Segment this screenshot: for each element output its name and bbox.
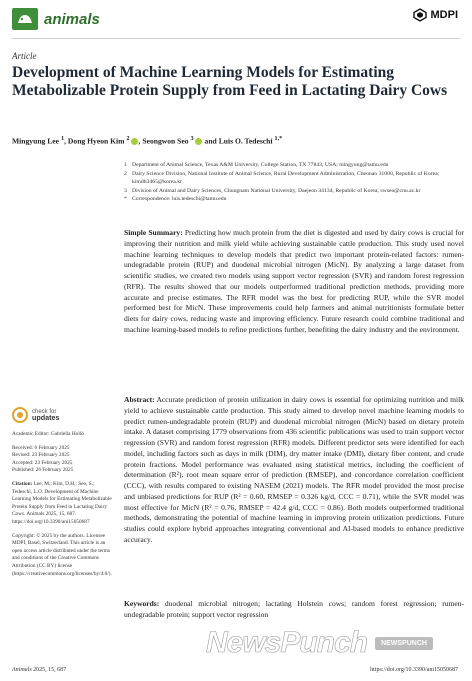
citation-text[interactable]: Lee, M.; Kim, D.H.; Seo, S.; Tedeschi, L.O. Development of Machine Learning Models for Estimating Metabolizable Protein Supply from Feed in Lactating Dairy Cows. Animals 2025, 15, 687. https://doi.org/10.3390/ani15050687 — [12, 480, 112, 525]
journal-logo-icon — [12, 8, 38, 30]
keywords-text: duodenal microbial nitrogen; lactating Holstein cows; random forest regression; rumen-undegradable protein; support vector regression — [124, 599, 464, 619]
abstract-label: Abstract: — [124, 395, 155, 404]
affiliation-text: Division of Animal and Dairy Sciences, Chungnam National University, Daejeon 34134, Republic of Korea; swseo@cnu.ac.kr — [132, 187, 421, 194]
check-for-updates-label — [32, 409, 60, 422]
check-for-updates-icon — [12, 407, 28, 423]
author-name[interactable]: Seongwon Seo — [142, 136, 189, 146]
publisher-logo-text: MDPI — [430, 9, 458, 21]
affiliation-number: 1 — [124, 162, 127, 168]
correspondence-text[interactable]: Correspondence: luis.tedeschi@tamu.edu — [132, 196, 227, 203]
journal-logo[interactable] — [12, 8, 100, 30]
received-date: Received: 6 February 2025 — [12, 444, 70, 451]
watermark — [206, 626, 433, 660]
affiliation-item — [124, 187, 464, 196]
article-title: Development of Machine Learning Models for Estimating Metabolizable Protein Supply from Feed in Lactating Dairy Cows — [12, 64, 448, 99]
journal-logo-text: animals — [44, 10, 100, 28]
simple-summary-label: Simple Summary: — [124, 228, 183, 237]
footer-journal-meta: 2025, 15, 687 — [33, 667, 67, 673]
check-for-updates-line2: updates — [32, 413, 60, 422]
keywords-label: Keywords: — [124, 599, 160, 608]
citation — [12, 481, 112, 527]
author-affiliation-mark: 2 — [126, 135, 130, 142]
header-divider — [12, 38, 460, 39]
footer-doi-link[interactable]: https://doi.org/10.3390/ani15050687 — [370, 667, 458, 673]
simple-summary — [124, 228, 464, 336]
simple-summary-text: Predicting how much protein from the diet is digested and used by dairy cows is crucial for improving their nutrition and milk yield while achieving sustainable cattle production. This study used novel machine learning techniques to develop models that predict two important protein-related factors: rumen-undegradable protein (RUP) and duodenal microbial nitrogen (MicN). By analyzing a large dataset from scientific studies, we created two models using support vector regression (SVR) and random forest regression (RFR). The results showed that our models outperformed traditional prediction methods, providing more accurate and precise estimates. The RFR model was the best for predicting RUP, while the SVR model performed best for MicN. These improvements could help farmers and animal nutritionists formulate better diets for dairy cows, reducing waste and improving efficiency. Future research could combine traditional and machine learning-based models to refine predictions further, benefiting the dairy industry and the environment. — [124, 228, 464, 334]
watermark-badge: NEWSPUNCH — [375, 637, 433, 650]
academic-editor: Academic Editor: Gabriella Holló — [12, 431, 84, 437]
article-type: Article — [12, 51, 37, 61]
accepted-date: Accepted: 23 February 2025 — [12, 459, 73, 466]
author-name[interactable]: Luis O. Tedeschi — [218, 136, 273, 146]
citation-label: Citation: — [12, 480, 33, 487]
affiliation-number: 3 — [124, 187, 127, 194]
affiliation-item — [124, 161, 464, 170]
correspondence-mark: * — [124, 196, 127, 203]
abstract-text: Accurate prediction of protein utilization in dairy cows is essential for optimizing nutrition and milk yield to achieve sustainable cattle production. This study aimed to develop novel machine learning models to predict rumen-undegradable protein (RUP) and duodenal microbial nitrogen (MicN) based on dietary protein intake. A dataset comprising 1779 observations from 436 scientific publications was used to train support vector regression (SVR) and random forest regression (RFR) models. Different predictor sets were identified for each model, including factors such as days in milk (DIM), dry matter intake (DMI), dietary fiber content, and crude protein fractions. Model performance was evaluated using statistical metrics, including the coefficient of determination (R²), root mean square error of prediction (RMSEP), and concordance correlation coefficient (CCC), with results compared to existing NASEM (2021) models. The RFR model provided the most precise and unbiased predictions for RUP (R² = 0.60, RMSEP = 0.326 kg/d, CCC = 0.71), while the SVR model was most effective for MicN (R² = 0.76, RMSEP = 42.4 g/d, CCC = 0.86). Both models outperformed traditional methods, demonstrating the potential of machine learning in improving protein utilization predictions. Future studies could explore hybrid approaches integrating conventional and AI-based models to enhance predictive accuracy. — [124, 395, 464, 544]
orcid-icon[interactable] — [131, 138, 138, 145]
publisher-logo[interactable] — [413, 8, 459, 22]
check-for-updates-line1: check for — [32, 408, 57, 415]
affiliation-number: 2 — [124, 170, 127, 177]
published-date: Published: 26 February 2025 — [12, 467, 74, 474]
author-name[interactable]: Dong Hyeon Kim — [67, 136, 125, 146]
author-separator: and — [202, 136, 219, 146]
author-affiliation-mark: 1 — [60, 135, 65, 142]
check-for-updates-button[interactable] — [12, 407, 60, 423]
author-separator: , — [138, 136, 143, 146]
affiliation-item — [124, 170, 464, 187]
footer-journal-name: Animals — [12, 667, 32, 673]
affiliation-text: Department of Animal Science, Texas A&M University, College Station, TX 77843, USA; mingyung@tamu.edu — [132, 162, 389, 168]
revised-date: Revised: 23 February 2025 — [12, 452, 70, 459]
author-list — [12, 135, 462, 146]
abstract — [124, 395, 464, 546]
author-separator: , — [64, 136, 68, 146]
affiliation-text: Dairy Science Division, National Institute of Animal Science, Rural Development Administration, Cheonan 31000, Republic of Korea; kimdh3465@korea.kr — [132, 170, 440, 186]
keywords — [124, 599, 464, 621]
mdpi-icon — [413, 8, 427, 22]
correspondence — [124, 195, 464, 204]
affiliations — [124, 161, 464, 204]
copyright-notice[interactable]: Copyright: © 2025 by the authors. Licensee MDPI, Basel, Switzerland. This article is an open access article distributed under the terms and conditions of the Creative Commons Attribution (CC BY) license (https://creativecommons.org/licenses/by/4.0/). — [12, 532, 112, 577]
orcid-icon[interactable] — [195, 138, 202, 145]
author-affiliation-mark: 1,* — [274, 135, 283, 142]
publication-info — [12, 431, 112, 578]
watermark-text: NewsPunch — [206, 626, 368, 659]
author-name[interactable]: Mingyung Lee — [12, 136, 60, 146]
footer-journal — [12, 667, 66, 673]
author-affiliation-mark: 3 — [190, 135, 194, 142]
